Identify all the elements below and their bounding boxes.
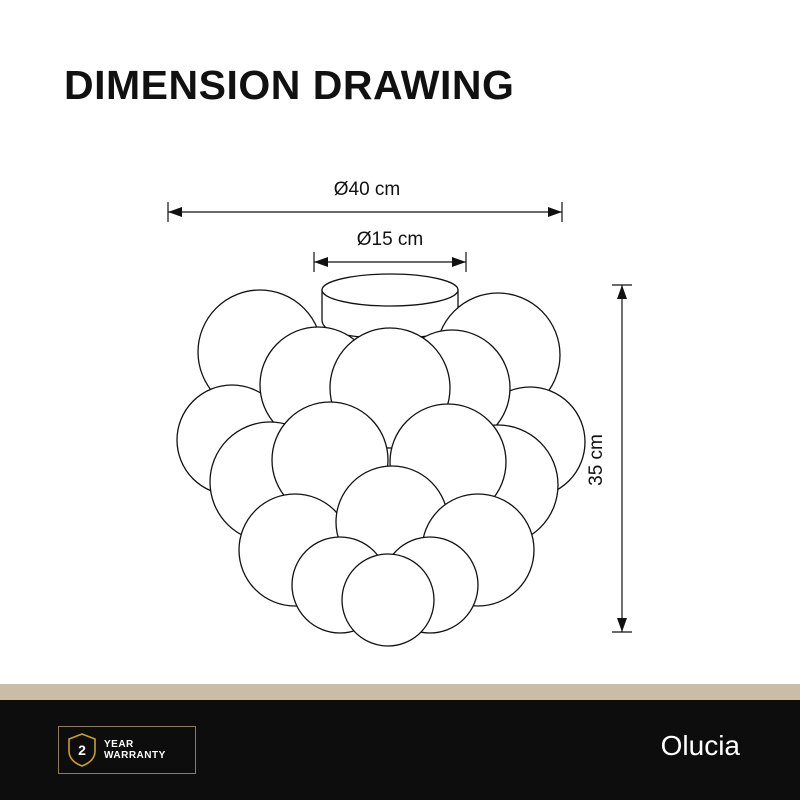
warranty-text (104, 739, 166, 762)
page-title: DIMENSION DRAWING (64, 62, 515, 108)
shield-icon (67, 733, 97, 767)
inner-arrow-left-icon (314, 257, 328, 267)
drawing-area (0, 130, 800, 670)
ball-bottom-3 (342, 554, 434, 646)
warranty-badge (58, 726, 196, 774)
inner-diameter-label: Ø15 cm (356, 229, 424, 250)
height-arrow-bottom-icon (617, 618, 627, 632)
accent-divider (0, 684, 800, 700)
inner-diameter-dimension (314, 252, 466, 272)
outer-diameter-label: Ø40 cm (333, 179, 401, 200)
height-arrow-top-icon (617, 285, 627, 299)
outer-diameter-dimension (168, 202, 562, 222)
warranty-line-1: YEAR (104, 738, 134, 750)
ball-pendant-lamp-illustration (177, 274, 585, 646)
outer-arrow-left-icon (168, 207, 182, 217)
inner-arrow-right-icon (452, 257, 466, 267)
height-label: 35 cm (586, 434, 607, 486)
brand-name: Olucia (660, 730, 740, 761)
dimension-drawing-svg (0, 130, 800, 670)
canopy-top-ellipse (322, 274, 458, 306)
warranty-years: 2 (78, 742, 86, 758)
warranty-line-2: WARRANTY (104, 750, 166, 761)
outer-arrow-right-icon (548, 207, 562, 217)
height-dimension (612, 285, 632, 632)
